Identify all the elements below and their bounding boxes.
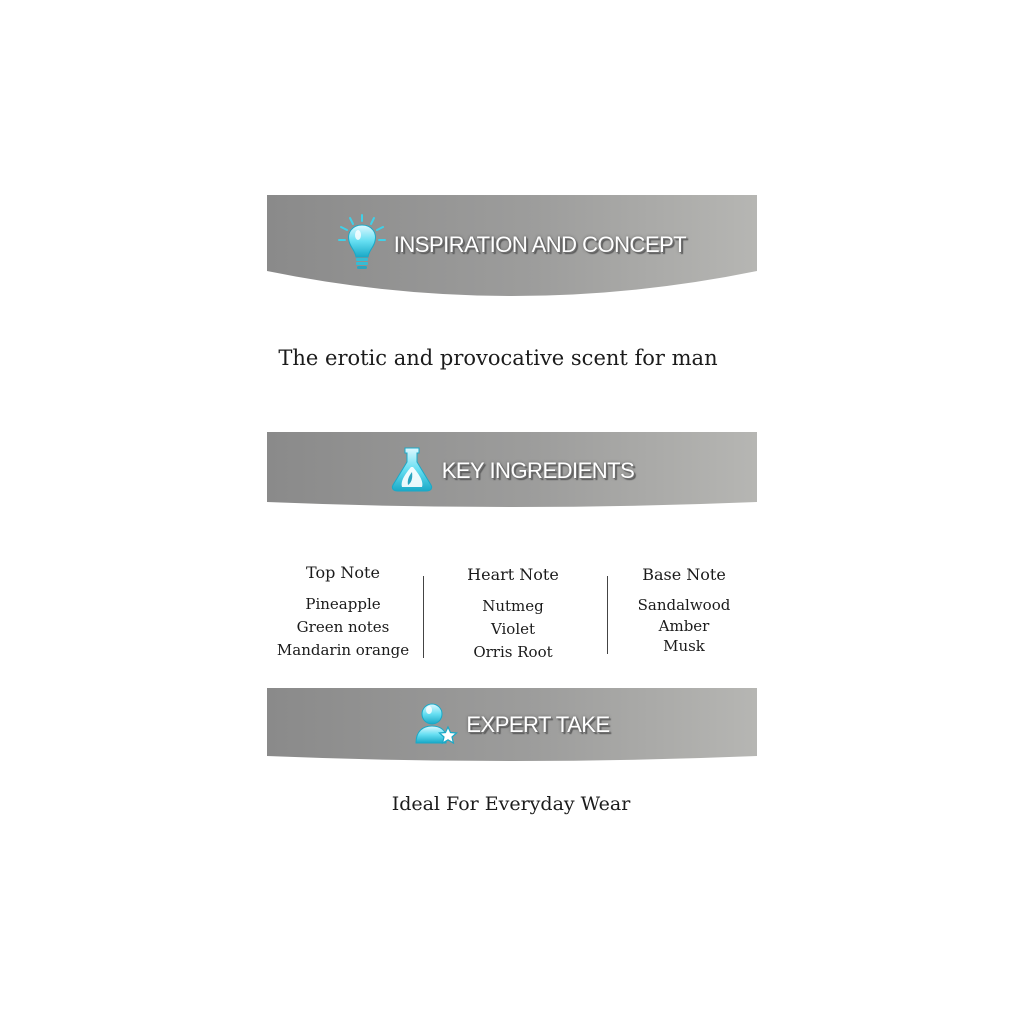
expert-description (0, 793, 1024, 815)
expert-text: Ideal For Everyday Wear (391, 793, 631, 815)
flask-icon (390, 445, 434, 497)
user-star-icon (414, 701, 458, 749)
base-note-heading: Base Note (642, 565, 726, 584)
list-item: Mandarin orange (276, 641, 410, 659)
list-item: Green notes (296, 618, 390, 636)
list-item: Musk (663, 637, 705, 655)
heart-note-heading: Heart Note (467, 565, 559, 584)
expert-banner (267, 688, 757, 764)
base-note-column (584, 565, 784, 657)
inspiration-banner (267, 195, 757, 299)
concept-text: The erotic and provocative scent for man (278, 346, 718, 370)
heart-note-column (413, 565, 613, 664)
list-item: Orris Root (473, 643, 553, 661)
concept-description (0, 346, 1024, 370)
lightbulb-icon (338, 213, 386, 277)
list-item: Amber (658, 616, 710, 635)
top-note-heading: Top Note (306, 563, 380, 582)
expert-title: EXPERT TAKE (466, 712, 610, 737)
list-item: Sandalwood (637, 596, 731, 614)
list-item: Violet (490, 620, 536, 638)
list-item: Nutmeg (482, 597, 544, 615)
list-item: Pineapple (305, 595, 381, 613)
inspiration-title: INSPIRATION AND CONCEPT (393, 232, 687, 257)
ingredients-title: KEY INGREDIENTS (441, 458, 635, 483)
ingredients-banner (267, 432, 757, 508)
